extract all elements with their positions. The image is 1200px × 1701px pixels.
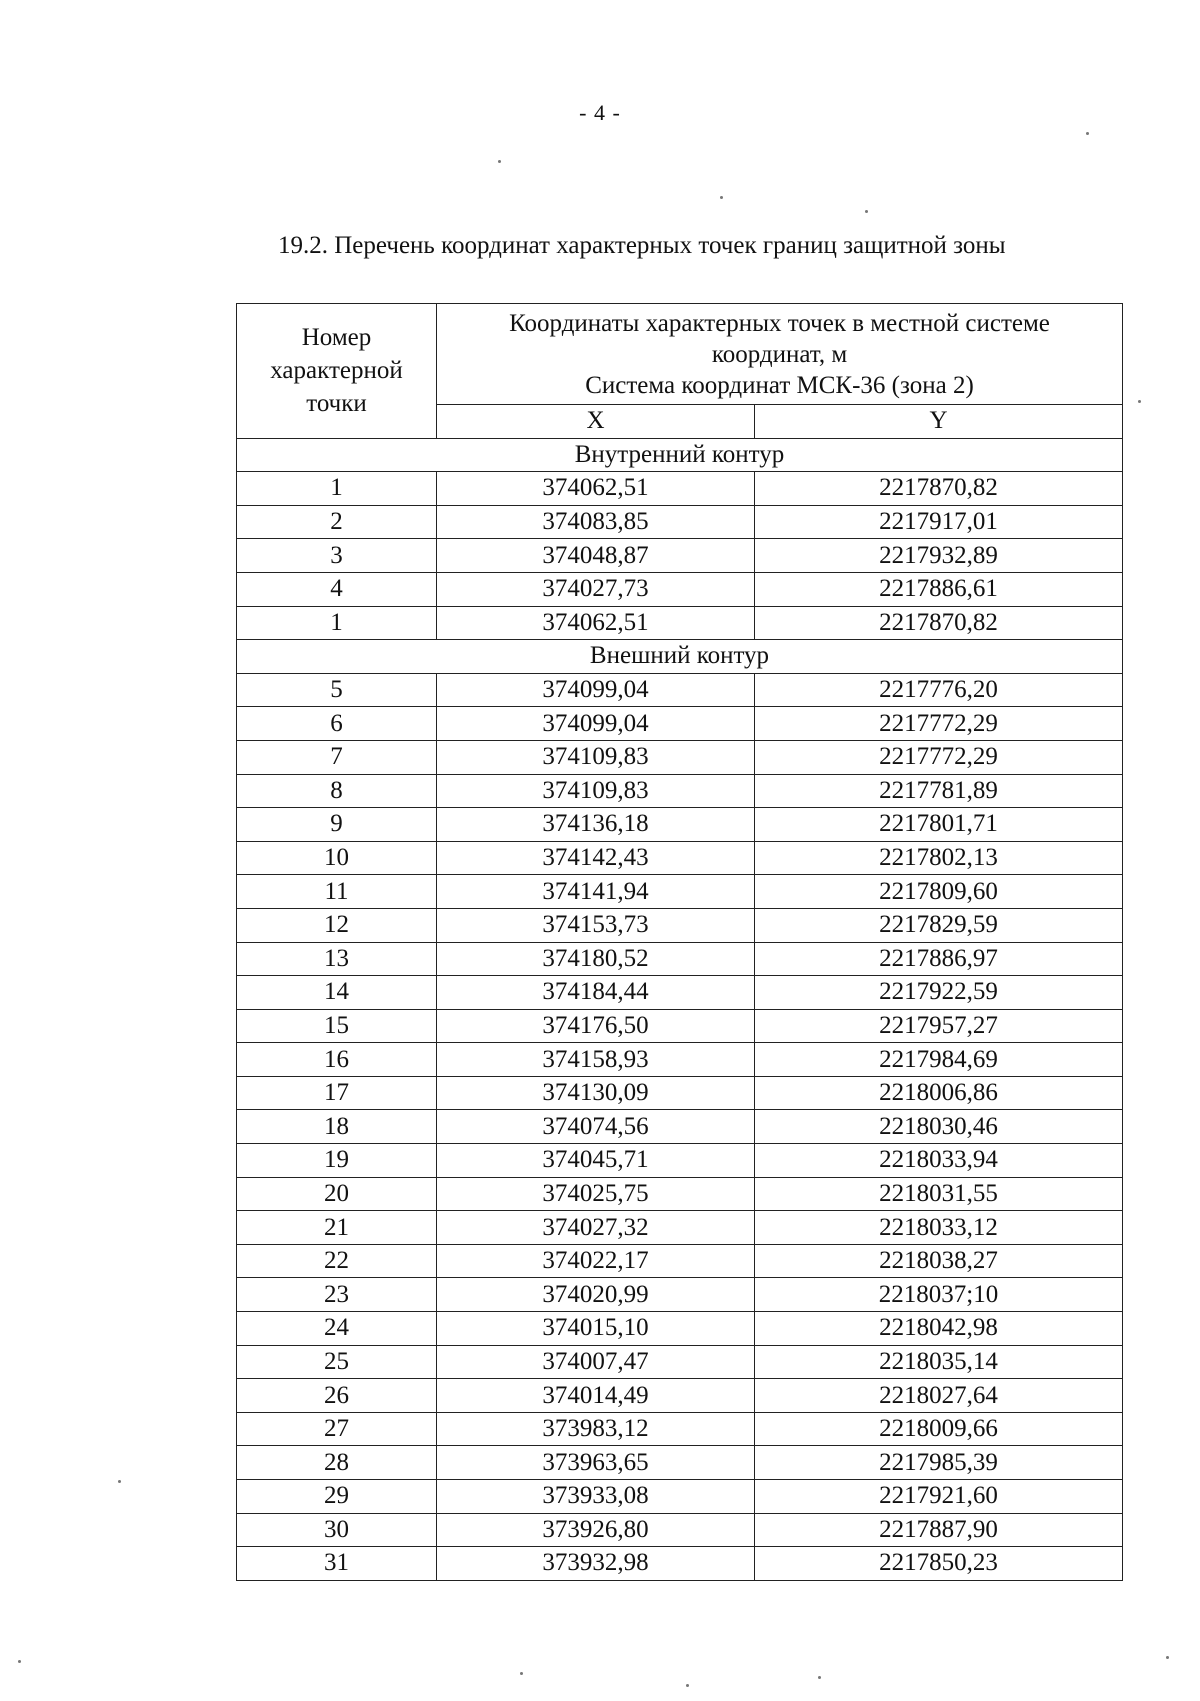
x-coordinate-cell: 374184,44 [437, 976, 755, 1010]
y-coordinate-cell: 2218035,14 [755, 1345, 1123, 1379]
y-coordinate-cell: 2217917,01 [755, 505, 1123, 539]
scan-speck [520, 1672, 523, 1675]
y-coordinate-cell: 2217802,13 [755, 841, 1123, 875]
point-number-cell: 22 [237, 1244, 437, 1278]
document-heading: 19.2. Перечень координат характерных точек границ защитной зоны [278, 232, 1006, 259]
x-coordinate-cell: 374020,99 [437, 1278, 755, 1312]
coordinates-table [236, 303, 1123, 1581]
y-coordinate-cell: 2217870,82 [755, 472, 1123, 506]
y-coordinate-cell: 2218042,98 [755, 1312, 1123, 1346]
y-coordinate-cell: 2217922,59 [755, 976, 1123, 1010]
y-coordinate-cell: 2217984,69 [755, 1043, 1123, 1077]
table-row [237, 673, 1123, 707]
page-number: - 4 - [579, 100, 621, 125]
y-coordinate-cell: 2217932,89 [755, 539, 1123, 573]
coordinates-header-line-3: Система координат МСК-36 (зона 2) [585, 371, 974, 399]
y-coordinate-cell: 2217829,59 [755, 908, 1123, 942]
point-number-cell: 27 [237, 1412, 437, 1446]
x-coordinate-cell: 374109,83 [437, 774, 755, 808]
x-coordinate-cell: 374027,32 [437, 1211, 755, 1245]
table-row [237, 1345, 1123, 1379]
point-number-cell: 26 [237, 1379, 437, 1413]
point-number-cell: 17 [237, 1076, 437, 1110]
table-row [237, 1110, 1123, 1144]
y-coordinate-cell: 2217921,60 [755, 1480, 1123, 1514]
scan-speck [1166, 1656, 1169, 1659]
scan-speck [498, 160, 501, 163]
x-coordinate-cell: 374136,18 [437, 808, 755, 842]
x-coordinate-cell: 373926,80 [437, 1513, 755, 1547]
y-coordinate-cell: 2217850,23 [755, 1547, 1123, 1581]
coordinates-table-body [237, 304, 1123, 1581]
x-coordinate-cell: 374099,04 [437, 707, 755, 741]
table-row [237, 572, 1123, 606]
scan-speck [1086, 132, 1089, 135]
x-column-header: X [437, 405, 755, 439]
scan-speck [865, 210, 868, 213]
table-row [237, 1412, 1123, 1446]
table-row [237, 1009, 1123, 1043]
x-coordinate-cell: 374007,47 [437, 1345, 755, 1379]
point-number-cell: 6 [237, 707, 437, 741]
point-number-cell: 25 [237, 1345, 437, 1379]
y-coordinate-cell: 2218033,12 [755, 1211, 1123, 1245]
x-coordinate-cell: 374158,93 [437, 1043, 755, 1077]
section-row [237, 438, 1123, 472]
point-number-cell: 29 [237, 1480, 437, 1514]
x-coordinate-cell: 374141,94 [437, 875, 755, 909]
y-coordinate-cell: 2218006,86 [755, 1076, 1123, 1110]
y-coordinate-cell: 2217801,71 [755, 808, 1123, 842]
point-number-cell: 19 [237, 1144, 437, 1178]
scan-speck [118, 1480, 121, 1483]
y-coordinate-cell: 2217772,29 [755, 740, 1123, 774]
y-coordinate-cell: 2217886,61 [755, 572, 1123, 606]
table-row [237, 1076, 1123, 1110]
section-row [237, 640, 1123, 674]
y-column-header: Y [755, 405, 1123, 439]
y-coordinate-cell: 2218027,64 [755, 1379, 1123, 1413]
table-row [237, 908, 1123, 942]
table-row [237, 774, 1123, 808]
table-row [237, 976, 1123, 1010]
point-number-cell: 30 [237, 1513, 437, 1547]
y-coordinate-cell: 2218038,27 [755, 1244, 1123, 1278]
x-coordinate-cell: 374027,73 [437, 572, 755, 606]
point-number-cell: 23 [237, 1278, 437, 1312]
point-number-cell: 1 [237, 472, 437, 506]
coordinates-header-line-2: координат, м [711, 340, 848, 368]
point-number-cell: 9 [237, 808, 437, 842]
table-row [237, 1446, 1123, 1480]
table-row [237, 1043, 1123, 1077]
y-coordinate-cell: 2217776,20 [755, 673, 1123, 707]
table-row [237, 606, 1123, 640]
table-row [237, 1379, 1123, 1413]
section-title: Внутренний контур [237, 438, 1123, 472]
x-coordinate-cell: 373983,12 [437, 1412, 755, 1446]
y-coordinate-cell: 2217957,27 [755, 1009, 1123, 1043]
y-coordinate-cell: 2217886,97 [755, 942, 1123, 976]
y-coordinate-cell: 2217772,29 [755, 707, 1123, 741]
table-row [237, 942, 1123, 976]
y-coordinate-cell: 2218030,46 [755, 1110, 1123, 1144]
x-coordinate-cell: 374083,85 [437, 505, 755, 539]
x-coordinate-cell: 374045,71 [437, 1144, 755, 1178]
table-row [237, 1144, 1123, 1178]
table-row [237, 1278, 1123, 1312]
x-coordinate-cell: 373963,65 [437, 1446, 755, 1480]
point-number-header: Номер характерной точки [237, 304, 437, 439]
table-row [237, 808, 1123, 842]
scan-speck [720, 196, 723, 199]
x-coordinate-cell: 374048,87 [437, 539, 755, 573]
y-coordinate-cell: 2218033,94 [755, 1144, 1123, 1178]
x-coordinate-cell: 373932,98 [437, 1547, 755, 1581]
table-row [237, 1177, 1123, 1211]
table-row [237, 1513, 1123, 1547]
y-coordinate-cell: 2218031,55 [755, 1177, 1123, 1211]
point-number-cell: 21 [237, 1211, 437, 1245]
x-coordinate-cell: 374153,73 [437, 908, 755, 942]
table-row [237, 707, 1123, 741]
scan-speck [818, 1676, 821, 1679]
table-row [237, 539, 1123, 573]
point-number-cell: 7 [237, 740, 437, 774]
y-coordinate-cell: 2217985,39 [755, 1446, 1123, 1480]
point-number-cell: 4 [237, 572, 437, 606]
header-row [237, 304, 1123, 405]
scan-speck [18, 1660, 21, 1663]
table-row [237, 1480, 1123, 1514]
y-coordinate-cell: 2217870,82 [755, 606, 1123, 640]
coordinates-header [437, 304, 1123, 405]
x-coordinate-cell: 374062,51 [437, 606, 755, 640]
table-row [237, 1312, 1123, 1346]
x-coordinate-cell: 374074,56 [437, 1110, 755, 1144]
point-number-cell: 28 [237, 1446, 437, 1480]
point-number-cell: 2 [237, 505, 437, 539]
point-number-cell: 18 [237, 1110, 437, 1144]
y-coordinate-cell: 2217809,60 [755, 875, 1123, 909]
table-row [237, 472, 1123, 506]
table-row [237, 1211, 1123, 1245]
y-coordinate-cell: 2217887,90 [755, 1513, 1123, 1547]
coordinates-header-line-1: Координаты характерных точек в местной системе [509, 309, 1050, 337]
point-number-cell: 31 [237, 1547, 437, 1581]
y-coordinate-cell: 2218009,66 [755, 1412, 1123, 1446]
y-coordinate-cell: 2217781,89 [755, 774, 1123, 808]
x-coordinate-cell: 374130,09 [437, 1076, 755, 1110]
x-coordinate-cell: 374025,75 [437, 1177, 755, 1211]
point-number-cell: 16 [237, 1043, 437, 1077]
point-number-cell: 1 [237, 606, 437, 640]
table-row [237, 1547, 1123, 1581]
x-coordinate-cell: 374015,10 [437, 1312, 755, 1346]
table-row [237, 740, 1123, 774]
table-row [237, 841, 1123, 875]
point-number-cell: 10 [237, 841, 437, 875]
table-row [237, 875, 1123, 909]
x-coordinate-cell: 374176,50 [437, 1009, 755, 1043]
point-number-cell: 13 [237, 942, 437, 976]
scan-speck [1138, 400, 1141, 403]
x-coordinate-cell: 374022,17 [437, 1244, 755, 1278]
point-number-cell: 15 [237, 1009, 437, 1043]
section-title: Внешний контур [237, 640, 1123, 674]
point-number-cell: 20 [237, 1177, 437, 1211]
point-number-cell: 3 [237, 539, 437, 573]
point-number-cell: 8 [237, 774, 437, 808]
x-coordinate-cell: 374142,43 [437, 841, 755, 875]
table-row [237, 1244, 1123, 1278]
x-coordinate-cell: 373933,08 [437, 1480, 755, 1514]
point-number-cell: 14 [237, 976, 437, 1010]
x-coordinate-cell: 374062,51 [437, 472, 755, 506]
point-number-cell: 11 [237, 875, 437, 909]
x-coordinate-cell: 374099,04 [437, 673, 755, 707]
x-coordinate-cell: 374109,83 [437, 740, 755, 774]
point-number-cell: 5 [237, 673, 437, 707]
x-coordinate-cell: 374014,49 [437, 1379, 755, 1413]
point-number-cell: 24 [237, 1312, 437, 1346]
y-coordinate-cell: 2218037;10 [755, 1278, 1123, 1312]
table-row [237, 505, 1123, 539]
point-number-cell: 12 [237, 908, 437, 942]
x-coordinate-cell: 374180,52 [437, 942, 755, 976]
scan-speck [686, 1684, 689, 1687]
